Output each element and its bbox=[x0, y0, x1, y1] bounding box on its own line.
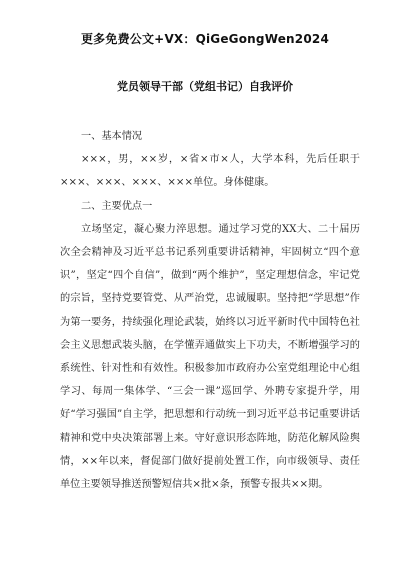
section-heading-strengths: 二、主要优点一 bbox=[81, 200, 153, 212]
section-heading-basic-info: 一、基本情况 bbox=[81, 131, 143, 142]
document-title: 党员领导干部（党组书记）自我评价 bbox=[117, 80, 293, 93]
document-body bbox=[60, 125, 360, 496]
strengths-paragraph: 立场坚定，凝心聚力淬思想。通过学习党的XX大、二十届历次全会精神及习近平总书记系列重要讲话精神，牢固树立“四个意识”，坚定“四个自信”，做到“两个维护”，坚定理想信念，牢记党的宗旨，坚持党要管党、从严治党，忠诚履职。坚持把“学思想”作为第一要务，持续强化理论武装，始终以习近平新时代中国特色社会主义思想武装头脑，在学懂弄通做实上下功夫，不断增强学习的系统性、针对性和有效性。积极参加市政府办公室党组理论中心组学习、每周一集体学、“三会一课”巡回学、外聘专家提升学，用好“学习强国”自主学，把思想和行动统一到习近平总书记重要讲话精神和党中央决策部署上来。守好意识形态阵地，防范化解风险舆情，××年以来，督促部门做好提前处置工作，向市级领导、责任单位主要领导推送预警短信共×批×条，预警专报共××期。 bbox=[60, 223, 360, 491]
promo-header: 更多免费公文+VX：QiGeGongWen2024 bbox=[80, 32, 329, 46]
basic-info-paragraph: ×××，男，××岁，×省×市×人，大学本科，先后任职于×××、×××、×××、×××单位。身体健康。 bbox=[60, 154, 360, 189]
